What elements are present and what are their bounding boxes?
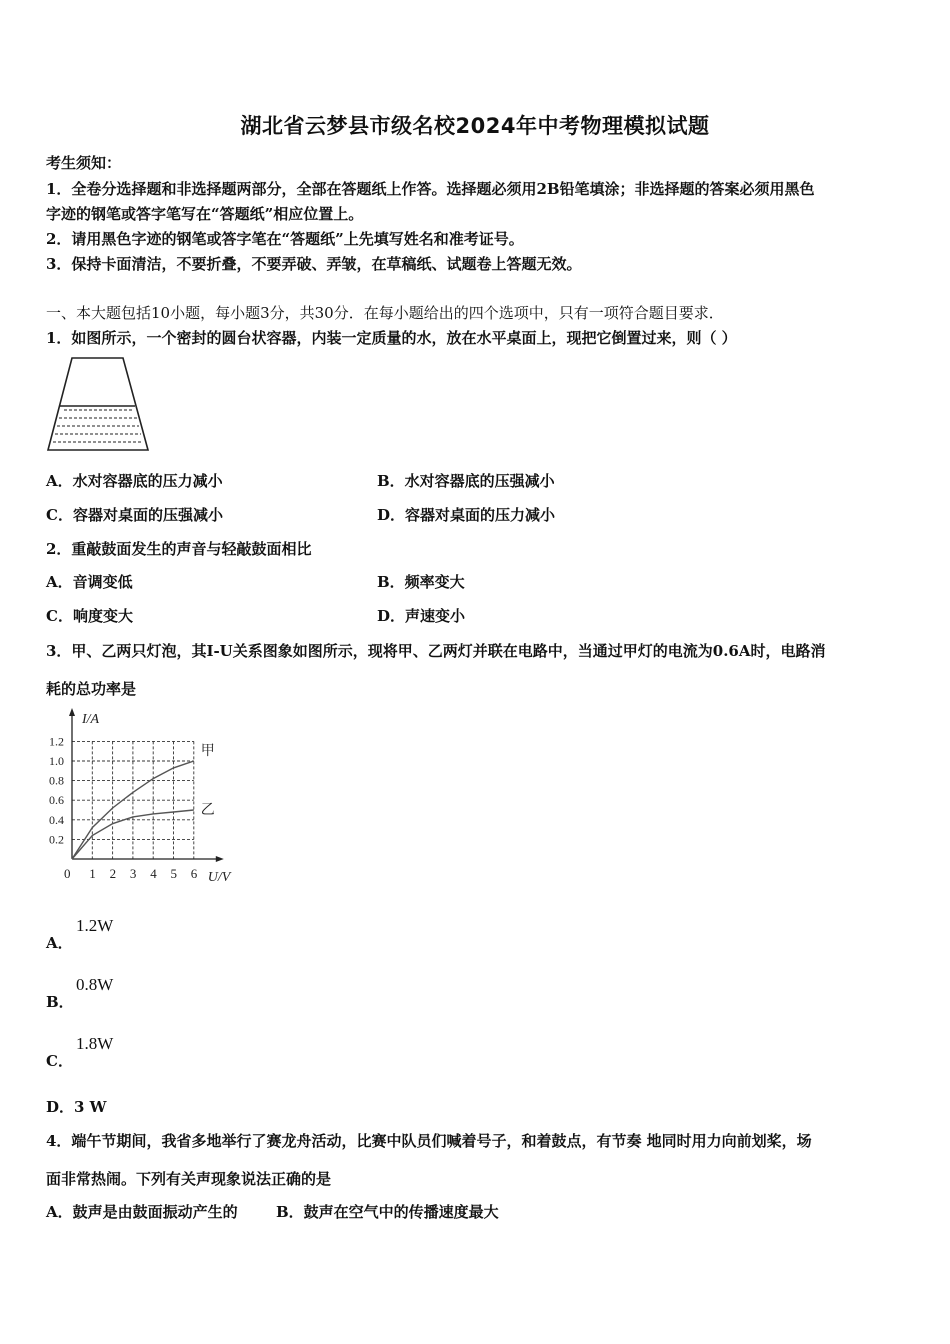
q2-stem: 2．重敲鼓面发生的声音与轻敲鼓面相比 [46,540,312,558]
series-label-jia: 甲 [200,744,215,759]
y-axis-label: I/A [82,712,100,727]
q2-option-a[interactable]: A．音调变低 [46,573,133,591]
q4-stem-line-1: 4．端午节期间，我省多地举行了赛龙舟活动，比赛中队员们喊着号子，和着鼓点，有节奏 地同时用力向前划桨，场 [46,1132,812,1150]
q1-option-b[interactable]: B．水对容器底的压强减小 [377,472,555,490]
q4-option-a[interactable]: A．鼓声是由鼓面振动产生的 [46,1203,238,1221]
x-axis-label: U/V [207,870,231,885]
notice-line-2: 字迹的钢笔或答字笔写在“答题纸”相应位置上。 [46,205,364,223]
notice-heading: 考生须知： [46,154,122,172]
q1-option-a[interactable]: A．水对容器底的压力减小 [46,472,223,490]
q3-stem-line-2: 耗的总功率是 [46,680,137,698]
q3-option-c-value: 1.8W [76,1034,114,1053]
x-tick-label: 1 [89,866,96,881]
notice-line-4: 3．保持卡面清洁，不要折叠，不要弄破、弄皱，在草稿纸、试题卷上答题无效。 [46,255,582,273]
q1-option-d[interactable]: D．容器对桌面的压力减小 [377,506,556,524]
x-tick-label: 0 [64,866,71,881]
frustum-container-figure [44,356,154,456]
page-title: 湖北省云梦县市级名校2024年中考物理模拟试题 [240,114,710,138]
notice-line-1: 1．全卷分选择题和非选择题两部分，全部在答题纸上作答。选择题必须用2B铅笔填涂；非选择题的答案必须用黑色 [46,180,815,198]
y-tick-label: 1.2 [49,734,64,749]
q3-option-b-label[interactable]: B． [46,993,74,1011]
y-tick-label: 0.4 [49,812,64,827]
y-tick-label: 0.8 [49,773,64,788]
section-heading: 一、本大题包括10小题，每小题3分，共30分．在每小题给出的四个选项中，只有一项符合题目要求． [46,304,724,322]
iu-chart [44,706,244,886]
q2-option-c[interactable]: C．响度变大 [46,607,133,625]
series-label-yi: 乙 [200,803,215,818]
q3-option-a-label[interactable]: A． [46,934,73,952]
y-axis-arrow [69,708,75,716]
q4-option-b[interactable]: B．鼓声在空气中的传播速度最大 [276,1203,499,1221]
q1-option-c[interactable]: C．容器对桌面的压强减小 [46,506,223,524]
q2-option-b[interactable]: B．频率变大 [377,573,465,591]
x-axis-arrow [216,856,224,862]
q3-option-c-label[interactable]: C． [46,1052,73,1070]
x-tick-label: 6 [190,866,198,881]
q4-stem-line-2: 面非常热闹。下列有关声现象说法正确的是 [46,1170,332,1188]
q3-option-b-value: 0.8W [76,975,114,994]
x-tick-label: 5 [170,866,177,881]
q3-option-d[interactable]: D．3 W [46,1098,107,1116]
x-tick-label: 3 [129,866,137,881]
q1-stem: 1．如图所示，一个密封的圆台状容器，内装一定质量的水，放在水平桌面上，现把它倒置过来，则（ ） [46,329,737,347]
y-tick-label: 1.0 [49,754,64,768]
x-tick-label: 2 [109,866,117,881]
y-tick-label: 0.6 [49,793,64,808]
notice-line-3: 2．请用黑色字迹的钢笔或答字笔在“答题纸”上先填写姓名和准考证号。 [46,230,524,248]
frustum-outline [48,358,148,450]
y-tick-label: 0.2 [49,832,64,847]
q2-option-d[interactable]: D．声速变小 [377,607,466,625]
q3-stem-line-1: 3．甲、乙两只灯泡，其I-U关系图象如图所示，现将甲、乙两灯并联在电路中，当通过甲灯的电流为0.6A时，电路消 [46,642,826,660]
water-fill [53,406,143,442]
x-tick-label: 4 [150,866,157,881]
q3-option-a-value: 1.2W [76,916,114,935]
